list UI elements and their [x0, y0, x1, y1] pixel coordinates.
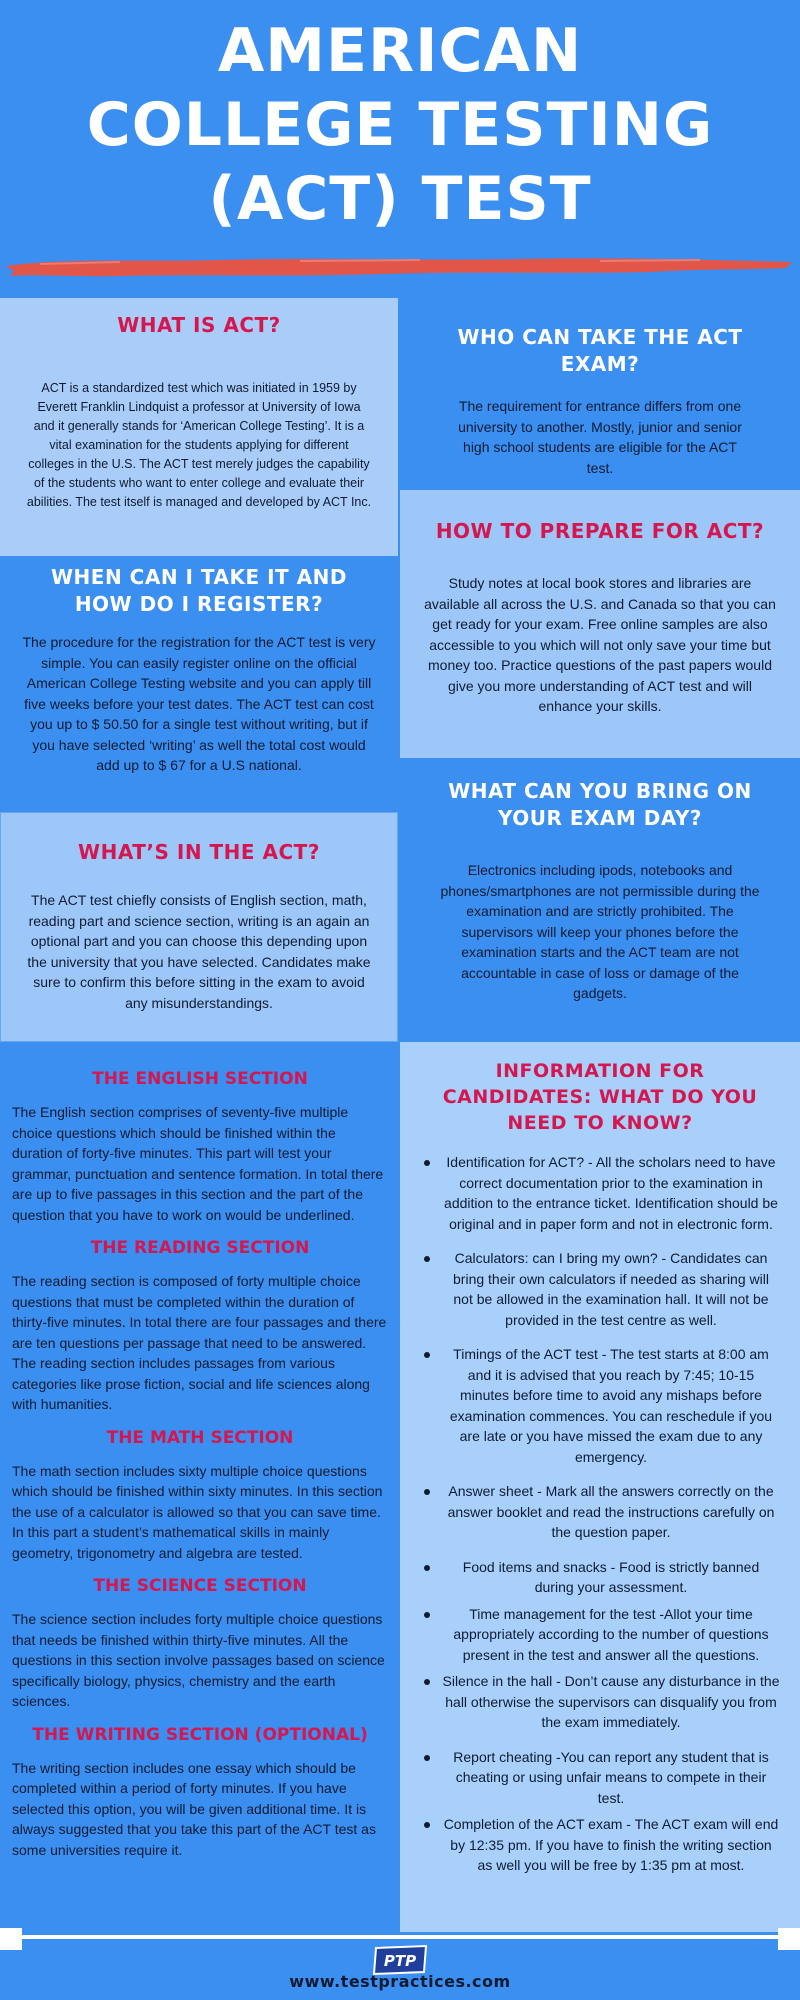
math-section — [12, 1427, 388, 1564]
footer-divider — [0, 1935, 800, 1939]
list-item: Time management for the test -Allot your time appropriately according to the number of questions present in the test and answer all the questions. — [420, 1604, 780, 1666]
how-to-prepare-panel — [400, 490, 800, 758]
footer-corner-right — [778, 1928, 800, 1950]
who-can-take-heading: WHO CAN TAKE THE ACT EXAM? — [457, 325, 743, 376]
bullet-icon — [424, 1489, 430, 1495]
bullet-icon — [424, 1755, 430, 1761]
bullet-icon — [424, 1822, 430, 1828]
whats-in-act-panel — [0, 812, 398, 1042]
list-item: Silence in the hall - Don’t cause any disturbance in the hall otherwise the supervisors can disqualify you from the exam immediately. — [420, 1671, 780, 1733]
science-section-text: The science section includes forty multiple choice questions that needs be finished within thirty-five minutes. All the questions in this section involve passages based on science specifically biology, physics, chemistry and the earth sciences. — [12, 1611, 385, 1709]
how-to-prepare-text: Study notes at local book stores and libraries are available all across the U.S. and Canada so that you can get ready for your exam. Free online samples are also accessible to you which will not only save your time but money too. Practice questions of the past papers would give you more understanding of ACT test and will enhance your skills. — [424, 575, 776, 714]
whats-in-act-text: The ACT test chiefly consists of English section, math, reading part and science section, writing is an again an optional part and you can choose this depending upon the university that you have selected. Candidates make sure to confirm this before sitting in the exam to avoid any misunderstandings. — [27, 892, 371, 1011]
bullet-icon — [424, 1679, 430, 1685]
list-item: Food items and snacks - Food is strictly banned during your assessment. — [420, 1557, 780, 1598]
when-register-text: The procedure for the registration for the ACT test is very simple. You can easily register online on the official American College Testing website and you can apply till five weeks before your test dates. The ACT test can cost you up to $ 50.50 for a single test without writing, but if you have selected ‘writing’ as well the total cost would add up to $ 67 for a U.S national. — [22, 634, 376, 773]
when-register-panel — [0, 556, 398, 812]
title-line: AMERICAN — [217, 16, 583, 86]
brush-stroke-divider — [0, 252, 800, 286]
footer-url: www.testpractices.com — [289, 1972, 511, 1991]
title-line: COLLEGE TESTING — [86, 90, 714, 160]
whats-in-act-heading: WHAT’S IN THE ACT? — [78, 840, 320, 864]
list-item: Timings of the ACT test - The test starts at 8:00 am and it is advised that you reach by 7:45; 10-15 minutes before time to avoid any mishaps before examination commences. You can reschedule if you are late or you have missed the exam due to any emergency. — [420, 1344, 780, 1467]
how-to-prepare-heading: HOW TO PREPARE FOR ACT? — [435, 519, 765, 543]
title-line: (ACT) TEST — [208, 164, 592, 234]
bullet-icon — [424, 1256, 430, 1262]
english-section — [12, 1068, 388, 1225]
what-to-bring-text: Electronics including ipods, notebooks and phones/smartphones are not permissible during the examination and are strictly prohibited. The supervisors will keep your phones before the examination starts and the ACT team are not accountable in case of loss or damage of the gadgets. — [440, 862, 760, 1001]
candidate-info-list — [420, 1152, 780, 1876]
svg-text:PTP: PTP — [383, 1952, 417, 1970]
list-item: Answer sheet - Mark all the answers correctly on the answer booklet and read the instructions carefully on the question paper. — [420, 1481, 780, 1543]
writing-section-text: The writing section includes one essay which should be completed within a period of forty minutes. If you have selected this option, you will be given additional time. It is always suggested that you take this part of the ACT test as some universities require it. — [12, 1759, 376, 1858]
what-to-bring-heading: WHAT CAN YOU BRING ON YOUR EXAM DAY? — [448, 779, 752, 830]
bullet-icon — [424, 1160, 430, 1166]
reading-section-heading: THE READING SECTION — [90, 1238, 310, 1258]
who-can-take-panel — [400, 298, 800, 490]
sections-panel — [0, 1042, 398, 1932]
what-to-bring-panel — [400, 758, 800, 1042]
list-item: Calculators: can I bring my own? - Candidates can bring their own calculators if needed as sharing will not be allowed in the examination hall. It will not be provided in the test centre as well. — [420, 1248, 780, 1330]
candidate-info-heading: INFORMATION FOR CANDIDATES: WHAT DO YOU NEED TO KNOW? — [442, 1060, 758, 1134]
what-is-act-text: ACT is a standardized test which was initiated in 1959 by Everett Franklin Lindquist a professor at University of Iowa and it generally stands for ‘American College Testing’. It is a vital examination for the students applying for different colleges in the U.S. The ACT test merely judges the capability of the students who want to enter college and evaluate their abilities. The test itself is managed and developed by ACT Inc. — [26, 381, 372, 509]
list-item: Report cheating -You can report any student that is cheating or using unfair means to compete in their test. — [420, 1747, 780, 1809]
science-section — [12, 1575, 388, 1712]
bullet-icon — [424, 1612, 430, 1618]
math-section-heading: THE MATH SECTION — [106, 1427, 294, 1448]
candidate-info-panel — [400, 1042, 800, 1932]
reading-section — [12, 1237, 388, 1415]
footer-corner-left — [0, 1928, 22, 1950]
what-is-act-heading: WHAT IS ACT? — [117, 313, 281, 337]
page-title — [0, 14, 800, 236]
when-register-heading: WHEN CAN I TAKE IT AND HOW DO I REGISTER? — [51, 565, 347, 616]
what-is-act-panel — [0, 298, 398, 556]
english-section-heading: THE ENGLISH SECTION — [92, 1069, 308, 1089]
list-item: Identification for ACT? - All the scholars need to have correct documentation prior to the examination in addition to the entrance ticket. Identification should be original and in paper form and not in electronic form. — [420, 1152, 780, 1234]
math-section-text: The math section includes sixty multiple choice questions which should be finished within sixty minutes. In this section the use of a calculator is allowed so that you can save time. In this part a student’s mathematical skills in mainly geometry, trigonometry and algebra are tested. — [12, 1462, 383, 1561]
reading-section-text: The reading section is composed of forty multiple choice questions that must be completed within the duration of thirty-five minutes. In total there are four passages and there are ten questions per passage that need to be answered. The reading section includes passages from various categories like prose fiction, social and life sciences along with humanities. — [12, 1273, 387, 1412]
who-can-take-text: The requirement for entrance differs from one university to another. Mostly, junior and senior high school students are eligible for the ACT test. — [458, 398, 742, 476]
science-section-heading: THE SCIENCE SECTION — [93, 1576, 307, 1596]
english-section-text: The English section comprises of seventy-five multiple choice questions which should be finished within the duration of forty-five minutes. This part will test your grammar, punctuation and sentence formation. In total there are up to five passages in this section and the part of the question that you have to work on would be underlined. — [12, 1104, 384, 1223]
bullet-icon — [424, 1352, 430, 1358]
writing-section — [12, 1724, 388, 1861]
list-item: Completion of the ACT exam - The ACT exam will end by 12:35 pm. If you have to finish the writing section as well you will be free by 1:35 pm at most. — [420, 1814, 780, 1876]
bullet-icon — [424, 1565, 430, 1571]
writing-section-heading: THE WRITING SECTION (OPTIONAL) — [32, 1724, 368, 1745]
